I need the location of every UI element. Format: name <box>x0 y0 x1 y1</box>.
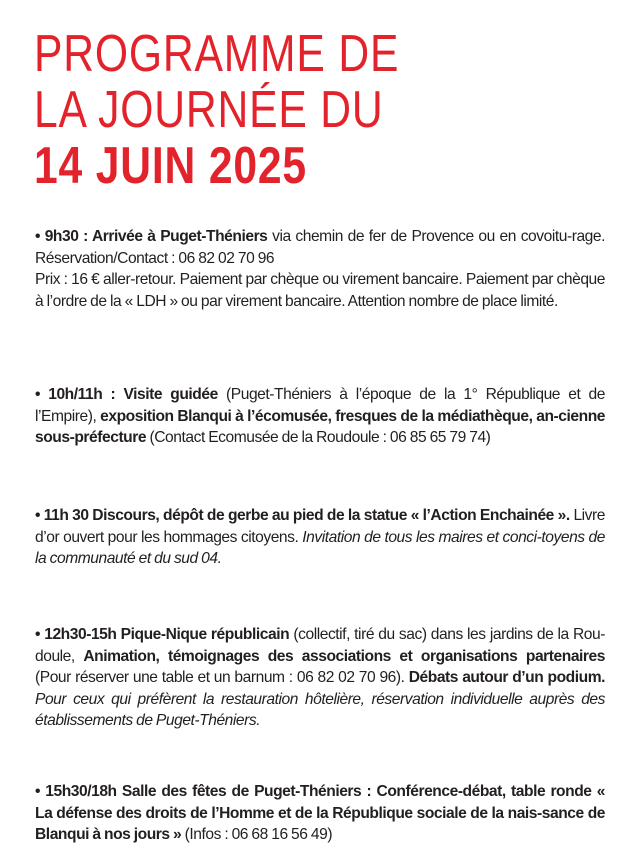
speeches-heading: • 11h 30 Discours, dépôt de gerbe au pied de la statue « l’Action Enchainée ». <box>35 507 570 524</box>
picnic-debates: Débats autour d’un podium. <box>408 669 606 687</box>
program-item-conference <box>35 781 605 846</box>
program-item-arrival <box>35 226 605 312</box>
picnic-location: (collectif, tiré du sac) dans les jardins de la Rou-doule, <box>35 626 605 665</box>
arrival-transport: via chemin de fer de Provence ou en covoitu-rage. Réservation/Contact : 06 82 02 70 96 <box>35 228 605 267</box>
visit-description: (Puget-Théniers à l’époque de la 1° République et de l’Empire), <box>35 386 605 425</box>
program-item-picnic <box>35 624 605 732</box>
title-line-1: PROGRAMME DE <box>34 25 400 83</box>
title-date: 14 JUIN 2025 <box>34 137 307 195</box>
visit-heading: • 10h/11h : Visite guidée <box>35 386 218 403</box>
picnic-reservation: (Pour réserver une table et un barnum : 06 82 02 70 96). <box>35 669 409 687</box>
speeches-guestbook: Livre d’or ouvert pour les hommages citoyens. <box>35 507 605 546</box>
program-item-guided-visit <box>35 384 605 449</box>
conference-info: (Infos : 06 68 16 56 49) <box>181 826 333 844</box>
picnic-animation: Animation, témoignages des associations et organisations partenaires <box>83 647 605 665</box>
title-line-2: LA JOURNÉE DU <box>34 81 384 139</box>
picnic-heading: • 12h30-15h Pique-Nique républicain <box>35 626 290 643</box>
arrival-heading: • 9h30 : Arrivée à Puget-Théniers <box>35 228 268 245</box>
arrival-price: Prix : 16 € aller-retour. Paiement par chèque ou virement bancaire. Paiement par chèque à l’ordre de la « LDH » ou par virement bancaire. Attention nombre de place limité. <box>35 271 605 310</box>
page-title <box>34 26 624 194</box>
speeches-invitation: Invitation de tous les maires et conci-toyens de la communauté et du sud 04. <box>35 528 605 568</box>
visit-contact: (Contact Ecomusée de la Roudoule : 06 85 65 79 74) <box>146 429 491 447</box>
picnic-restaurant-note: Pour ceux qui préfèrent la restauration hôtelière, réservation individuelle auprès des établissements de Puget-Théniers. <box>35 690 605 730</box>
program-item-speeches <box>35 505 605 570</box>
visit-exhibition: exposition Blanqui à l’écomusée, fresques de la médiathèque, an-cienne sous-préfecture <box>35 407 605 447</box>
conference-heading: • 15h30/18h Salle des fêtes de Puget-Théniers : Conférence-débat, table ronde « La défense des droits de l’Homme et de la République sociale de la nais-sance de Blanqui à nos jours » <box>35 783 605 844</box>
